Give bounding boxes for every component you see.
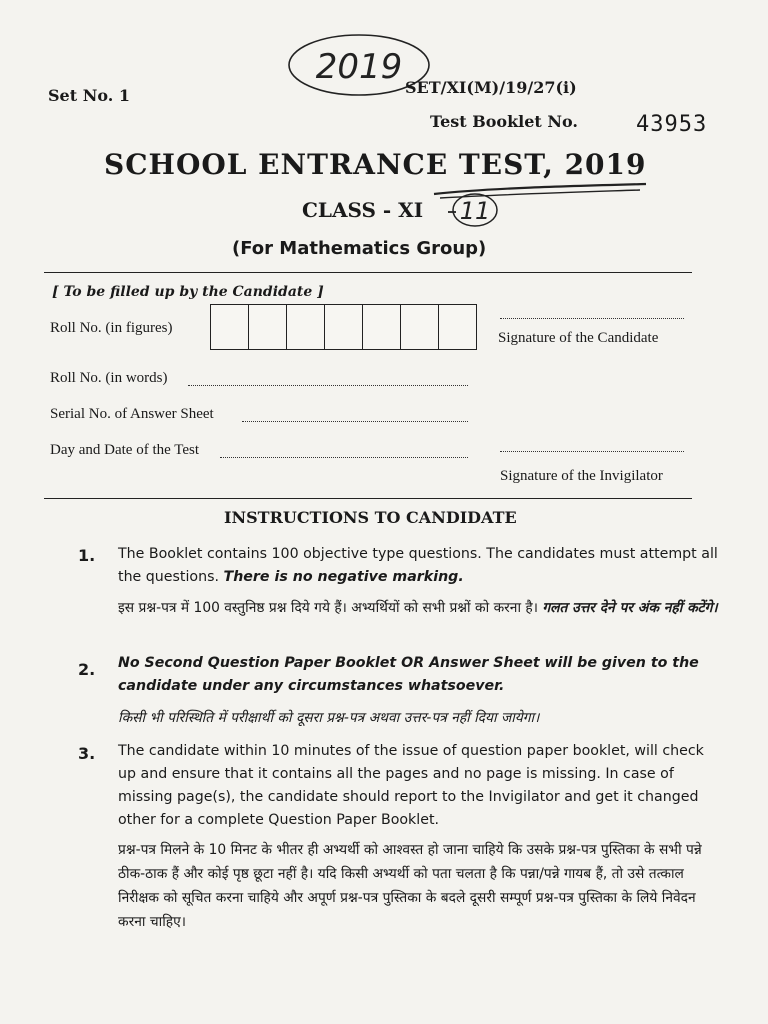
roll-figures-label: Roll No. (in figures) — [50, 320, 173, 336]
serial-answer-sheet-field[interactable] — [242, 421, 468, 422]
roll-box[interactable] — [400, 304, 438, 350]
group-label: (For Mathematics Group) — [232, 238, 487, 259]
instruction-1-hindi: इस प्रश्न-पत्र में 100 वस्तुनिष्ठ प्रश्न दिये गये हैं। अभ्यर्थियों को सभी प्रश्नों को करना है। गलत उत्तर देने पर अंक नहीं कटेंगे। — [118, 600, 718, 616]
set-number: Set No. 1 — [48, 86, 130, 105]
signature-candidate-line[interactable] — [500, 318, 684, 319]
roll-box[interactable] — [362, 304, 400, 350]
roll-box[interactable] — [438, 304, 477, 350]
instruction-number: 3. — [78, 744, 96, 763]
roll-box[interactable] — [248, 304, 286, 350]
roll-box[interactable] — [210, 304, 248, 350]
handwritten-class: 11 — [459, 197, 491, 225]
handwritten-class-circle — [448, 192, 500, 228]
instruction-1-english: The Booklet contains 100 objective type questions. The candidates must attempt all the questions. There is no negative marking. — [118, 546, 718, 585]
roll-box[interactable] — [324, 304, 362, 350]
test-booklet-label: Test Booklet No. — [430, 112, 578, 131]
instruction-3-hindi: प्रश्न-पत्र मिलने के 10 मिनट के भीतर ही अभ्यर्थी को आश्वस्त हो जाना चाहिये कि उसके प्रश्न-पत्र पुस्तिका के सभी पन्ने ठीक-ठाक हैं और कोई पृष्ठ छूटा नहीं है। यदि किसी अभ्यर्थी को पता चलता है कि पन्ना/पन्ने गायब हैं, तो उसे तत्काल निरीक्षक को सूचित करना चाहिये और अपूर्ण प्रश्न-पत्र पुस्तिका के बदले दूसरी सम्पूर्ण प्रश्न-पत्र पुस्तिका के लिये निवेदन करना चाहिए। — [118, 842, 702, 930]
roll-number-boxes[interactable] — [210, 304, 477, 350]
serial-answer-sheet-label: Serial No. of Answer Sheet — [50, 406, 214, 422]
roll-words-label: Roll No. (in words) — [50, 370, 168, 386]
instruction-number: 2. — [78, 660, 96, 679]
instructions-title: INSTRUCTIONS TO CANDIDATE — [224, 508, 517, 527]
instruction-2-english: No Second Question Paper Booklet OR Answer Sheet will be given to the candidate under any circumstances whatsoever. — [118, 655, 699, 694]
no-negative-marking: There is no negative marking. — [223, 569, 464, 585]
signature-invigilator-label: Signature of the Invigilator — [500, 468, 663, 484]
set-code: SET/XI(M)/19/27(i) — [405, 78, 577, 97]
test-booklet-number: 43953 — [636, 112, 708, 137]
divider-top — [44, 272, 692, 273]
divider-bottom — [44, 498, 692, 499]
signature-candidate-label: Signature of the Candidate — [498, 330, 659, 346]
instruction-2-hindi: किसी भी परिस्थिति में परीक्षार्थी को दूसरा प्रश्न-पत्र अथवा उत्तर-पत्र नहीं दिया जायेगा। — [118, 710, 540, 726]
class-label: CLASS - XI — [302, 198, 424, 222]
fill-instruction: [ To be filled up by the Candidate ] — [52, 284, 324, 300]
test-date-label: Day and Date of the Test — [50, 442, 200, 458]
instruction-number: 1. — [78, 546, 96, 565]
handwritten-year: 2019 — [315, 47, 403, 87]
roll-words-field[interactable] — [188, 385, 468, 386]
instruction-3-english: The candidate within 10 minutes of the issue of question paper booklet, will check up and ensure that it contains all the pages and no page is missing. In case of missing page(s), the candidate should report to the Invigilator and get it changed other for a complete Question Paper Booklet. — [118, 743, 704, 828]
exam-title: SCHOOL ENTRANCE TEST, 2019 — [104, 148, 647, 181]
signature-invigilator-line[interactable] — [500, 451, 684, 452]
test-date-field[interactable] — [220, 457, 468, 458]
roll-box[interactable] — [286, 304, 324, 350]
